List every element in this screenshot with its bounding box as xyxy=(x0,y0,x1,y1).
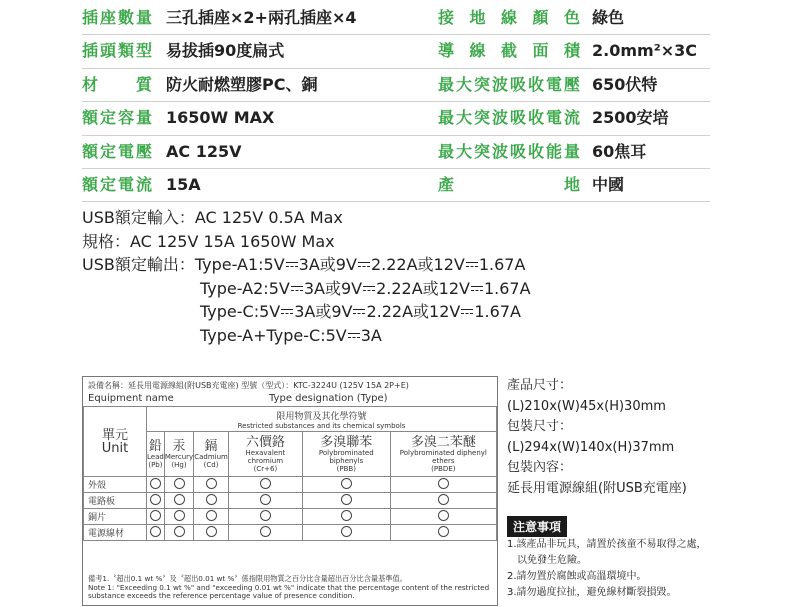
substance-zh: 六價鉻 xyxy=(245,434,285,450)
usb-output-part: 1.67A xyxy=(478,255,526,274)
compliance-cell xyxy=(164,477,193,493)
spec-label: 最大突波吸收電壓 xyxy=(438,74,580,94)
circle-icon xyxy=(150,494,161,505)
compliance-cell xyxy=(390,509,496,525)
compliance-cell xyxy=(390,493,496,509)
substance-symbol: (Pb) xyxy=(148,460,163,469)
compliance-cell xyxy=(147,477,165,493)
spec-label: 接地線顏色 xyxy=(438,8,580,27)
unit-zh: 單元 xyxy=(101,427,128,443)
substance-symbol: (PBB) xyxy=(336,464,356,473)
rohs-note xyxy=(88,575,492,601)
compliance-cell xyxy=(147,509,165,525)
usb-input-line: USB額定輸入：AC 125V 0.5A Max xyxy=(82,208,343,227)
circle-icon xyxy=(206,494,217,505)
spec-row xyxy=(82,136,710,169)
dc-symbol-icon xyxy=(358,262,370,269)
circle-icon xyxy=(150,478,161,489)
spec-value: 綠色 xyxy=(592,8,625,27)
circle-icon xyxy=(174,510,185,521)
dc-symbol-icon xyxy=(471,286,483,293)
notice-item: 以免發生危險。 xyxy=(517,555,587,566)
contents-label: 包裝內容： xyxy=(507,460,573,475)
rohs-row-label: 電源線材 xyxy=(84,525,147,541)
usb-output-part: 3A或9V xyxy=(303,278,363,298)
substance-zh: 鉛 xyxy=(148,438,162,454)
compliance-cell xyxy=(302,477,390,493)
compliance-cell xyxy=(194,509,229,525)
spec-value: AC 125V xyxy=(166,141,242,161)
spec-value: 15A xyxy=(166,174,201,194)
compliance-cell xyxy=(228,509,302,525)
compliance-cell xyxy=(390,477,496,493)
substance-en: Polybrominated biphenyls xyxy=(318,448,374,465)
substance-symbol: (PBDE) xyxy=(431,464,456,473)
substance-zh: 汞 xyxy=(172,438,186,454)
spec-label: 插座數量 xyxy=(82,8,152,27)
circle-icon xyxy=(260,510,271,521)
spec-label: 最大突波吸收能量 xyxy=(438,141,580,161)
note-zh: 備考1.〝超出0.1 wt %〞及〝超出0.01 wt %〞係指限用物質之百分比含量超出百分比含量基準值。 xyxy=(88,574,407,583)
equipment-en: Equipment name xyxy=(88,393,174,404)
circle-icon xyxy=(174,478,185,489)
substance-symbol: (Hg) xyxy=(171,460,187,469)
usb-output-label: USB額定輸出： xyxy=(82,255,195,274)
unit-header xyxy=(84,407,147,477)
equipment-line: 設備名稱：延長用電源線組(附USB充電座) 型號（型式）：KTC-3224U (125V 15A 2P+E) xyxy=(88,381,409,390)
spec-row xyxy=(82,69,710,102)
compliance-cell xyxy=(228,493,302,509)
substance-header xyxy=(164,432,193,477)
compliance-cell xyxy=(147,525,165,541)
spec-value: 650伏特 xyxy=(592,74,658,94)
circle-icon xyxy=(260,478,271,489)
spec-label: 產地 xyxy=(438,174,580,194)
spec-row xyxy=(82,2,710,35)
type-en: Type designation (Type) xyxy=(269,393,388,404)
compliance-cell xyxy=(390,525,496,541)
circle-icon xyxy=(341,526,352,537)
compliance-cell xyxy=(164,509,193,525)
spec-label: 額定電流 xyxy=(82,174,152,194)
substance-header xyxy=(390,432,496,477)
pack-size: (L)294x(W)140x(H)37mm xyxy=(507,439,675,455)
spec-value: 易拔插90度扁式 xyxy=(166,41,285,61)
compliance-cell xyxy=(302,525,390,541)
circle-icon xyxy=(341,494,352,505)
substance-header xyxy=(194,432,229,477)
notice-item: 3.請勿過度拉扯，避免線材斷裂損毀。 xyxy=(507,587,677,598)
usb-output-line xyxy=(82,300,531,324)
product-size: (L)210x(W)45x(H)30mm xyxy=(507,398,666,414)
rating-line: 規格：AC 125V 15A 1650W Max xyxy=(82,231,335,251)
rohs-row-label: 銅片 xyxy=(84,509,147,525)
circle-icon xyxy=(260,494,271,505)
circle-icon xyxy=(438,510,449,521)
spec-value: 1650W MAX xyxy=(166,108,275,128)
substance-header xyxy=(147,432,165,477)
substance-zh: 鎘 xyxy=(204,438,218,454)
compliance-cell xyxy=(194,477,229,493)
usb-output-part: 2.22A或12V xyxy=(366,302,461,321)
dc-symbol-icon xyxy=(281,309,293,316)
restricted-en: Restricted substances and its chemical symbols xyxy=(237,421,406,430)
usb-output-part: 3A或9V xyxy=(294,302,353,321)
circle-icon xyxy=(206,526,217,537)
compliance-cell xyxy=(164,493,193,509)
rohs-table xyxy=(82,376,498,606)
usb-output-block xyxy=(82,253,531,347)
compliance-cell xyxy=(194,493,229,509)
usb-output-part: 3A或9V xyxy=(298,255,357,274)
compliance-cell xyxy=(194,525,229,541)
package-info xyxy=(507,376,687,499)
restricted-zh: 限用物質及其化學符號 xyxy=(276,411,367,422)
pack-size-label: 包裝尺寸： xyxy=(507,419,573,434)
compliance-cell xyxy=(302,493,390,509)
substance-symbol: (Cd) xyxy=(203,460,219,469)
spec-row xyxy=(82,35,710,68)
notice-item: 1.該產品非玩具，請置於孩童不易取得之處， xyxy=(507,539,707,550)
usb-output-part: Type-A1:5V xyxy=(194,255,285,274)
dc-symbol-icon xyxy=(363,286,375,293)
usb-output-part: 2.22A或12V xyxy=(370,255,465,274)
spec-value: 60焦耳 xyxy=(592,141,647,161)
substance-en: Mercury xyxy=(164,452,194,461)
compliance-cell xyxy=(147,493,165,509)
spec-label: 插頭類型 xyxy=(82,41,152,61)
substance-zh: 多溴二苯醚 xyxy=(410,434,476,450)
rohs-grid xyxy=(83,406,497,541)
usb-output-part: Type-C:5V xyxy=(200,302,281,321)
usb-output-part: 3A xyxy=(360,325,382,345)
unit-en: Unit xyxy=(101,440,129,456)
circle-icon xyxy=(174,526,185,537)
spec-value: 防火耐燃塑膠PC、銅 xyxy=(166,74,318,94)
substance-symbol: (Cr+6) xyxy=(253,464,278,473)
circle-icon xyxy=(150,510,161,521)
compliance-cell xyxy=(228,525,302,541)
circle-icon xyxy=(438,494,449,505)
spec-row xyxy=(82,169,710,202)
substance-en: Lead xyxy=(147,452,164,461)
dc-symbol-icon xyxy=(461,309,473,316)
spec-label: 額定容量 xyxy=(82,108,152,128)
circle-icon xyxy=(438,478,449,489)
substance-en: Hexavalent chromium xyxy=(245,448,286,465)
circle-icon xyxy=(206,510,217,521)
spec-label: 材質 xyxy=(82,74,152,94)
dc-symbol-icon xyxy=(466,262,478,269)
usb-spec-block xyxy=(82,206,531,347)
compliance-cell xyxy=(164,525,193,541)
spec-table xyxy=(82,2,710,202)
spec-label: 導線截面積 xyxy=(438,41,580,61)
spec-label: 最大突波吸收電流 xyxy=(438,108,580,128)
note-en: Note 1: "Exceeding 0.1 wt %" and "exceeding 0.01 wt %" indicate that the percentage content of the restricted substance exceeds the reference percentage value of presence condition. xyxy=(88,582,490,600)
rohs-row-label: 外殼 xyxy=(84,477,147,493)
notice-item: 2.請勿置於腐蝕或高溫環境中。 xyxy=(507,571,647,582)
circle-icon xyxy=(206,478,217,489)
substance-en: Polybrominated diphenyl ethers xyxy=(399,448,487,465)
spec-value: 2.0mm²×3C xyxy=(592,41,697,61)
product-size-label: 產品尺寸： xyxy=(507,378,573,393)
spec-value: 三孔插座×2+兩孔插座×4 xyxy=(166,8,357,27)
spec-label: 額定電壓 xyxy=(82,141,152,161)
circle-icon xyxy=(174,494,185,505)
usb-output-part: 1.67A xyxy=(474,302,521,321)
spec-value: 2500安培 xyxy=(592,108,669,128)
dc-symbol-icon xyxy=(291,286,303,293)
usb-output-line xyxy=(82,253,531,277)
usb-output-part: Type-A+Type-C:5V xyxy=(200,325,347,345)
circle-icon xyxy=(341,510,352,521)
notice-title: 注意事項 xyxy=(507,516,567,537)
substance-header xyxy=(302,432,390,477)
circle-icon xyxy=(150,526,161,537)
usb-output-line xyxy=(82,277,531,301)
usb-output-line xyxy=(82,324,531,348)
contents: 延長用電源線組(附USB充電座) xyxy=(507,480,687,496)
rohs-row-label: 電路板 xyxy=(84,493,147,509)
circle-icon xyxy=(260,526,271,537)
dc-symbol-icon xyxy=(348,333,360,340)
compliance-cell xyxy=(228,477,302,493)
spec-row xyxy=(82,102,710,135)
substance-header xyxy=(228,432,302,477)
usb-output-part: 2.22A或12V xyxy=(376,278,470,298)
circle-icon xyxy=(438,526,449,537)
usb-output-part: 1.67A xyxy=(483,278,531,298)
dc-symbol-icon xyxy=(353,309,365,316)
circle-icon xyxy=(341,478,352,489)
notice-list xyxy=(507,537,707,601)
substance-en: Cadmium xyxy=(194,452,228,461)
usb-output-part: Type-A2:5V xyxy=(200,278,290,298)
spec-value: 中國 xyxy=(592,174,625,194)
substance-zh: 多溴聯苯 xyxy=(320,434,373,450)
compliance-cell xyxy=(302,509,390,525)
restricted-header xyxy=(147,407,497,432)
dc-symbol-icon xyxy=(286,262,298,269)
